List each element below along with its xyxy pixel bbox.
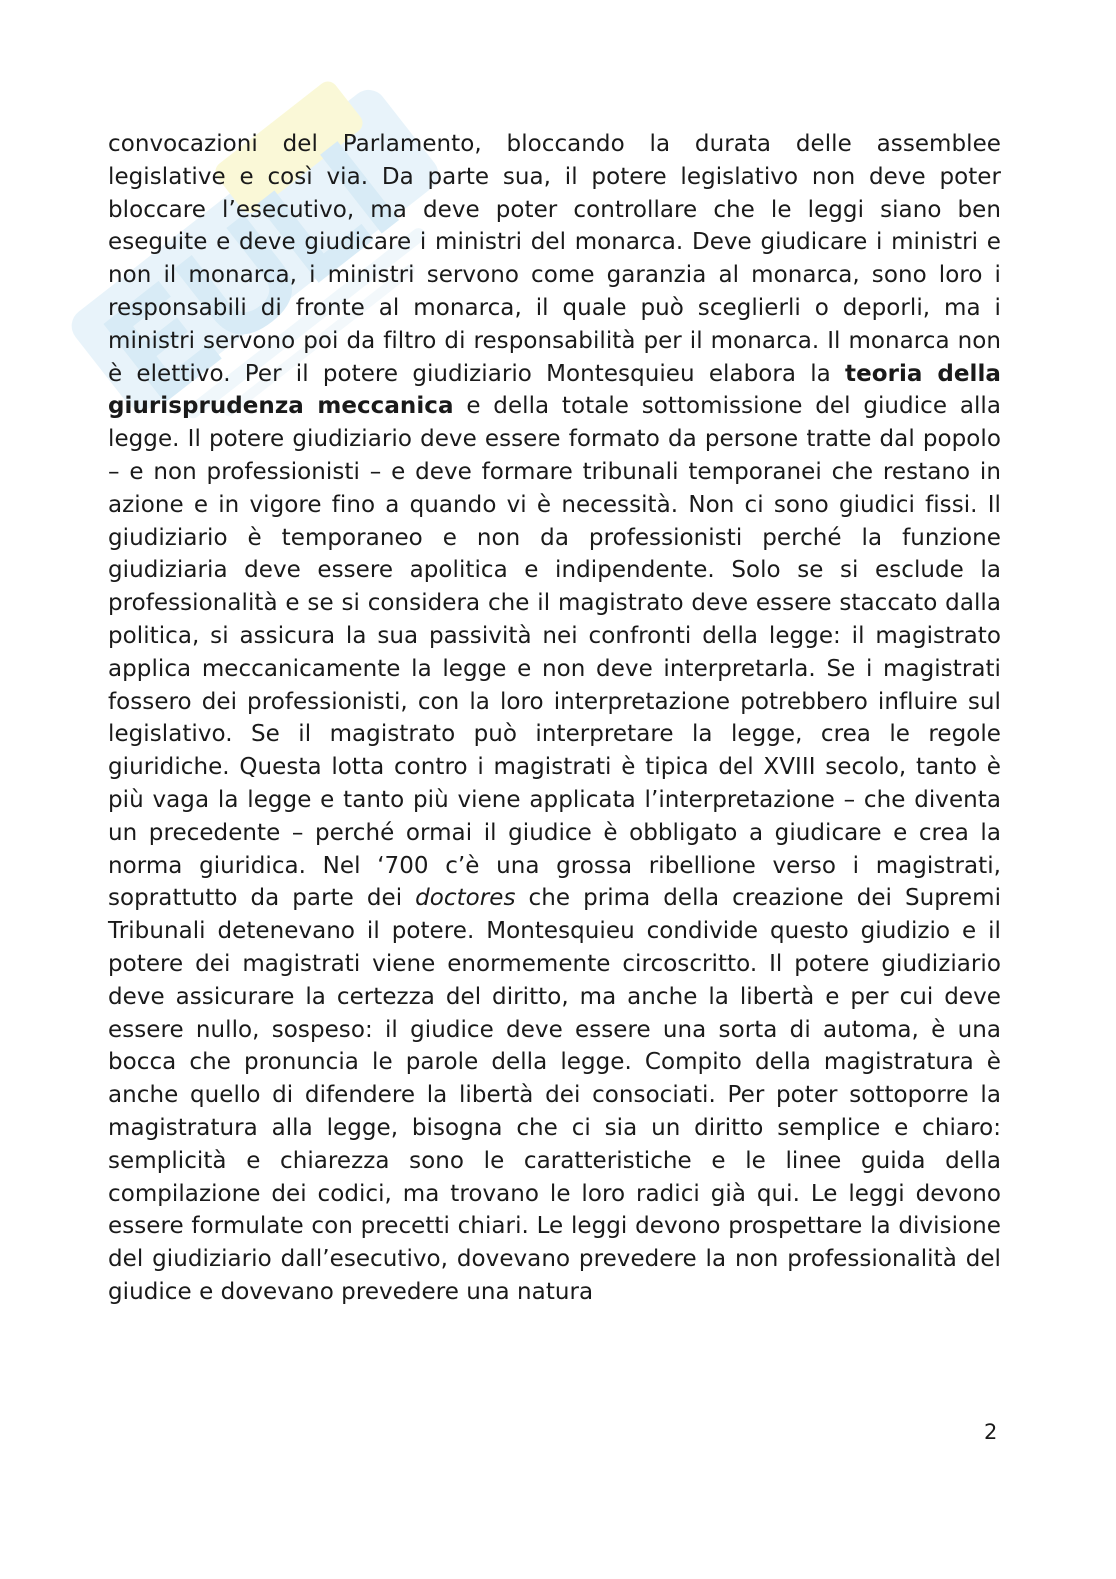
- page-number: 2: [984, 1420, 998, 1444]
- paragraph-text-part-3: che prima della creazione dei Supremi Tribunali detenevano il potere. Montesquieu condivide questo giudizio e il potere dei magistrati viene enormemente circoscritto. Il potere giudiziario deve assicurare la certezza del diritto, ma anche la libertà e per cui deve essere nullo, sospeso: il giudice deve essere una sorta di automa, è una bocca che pronuncia le parole della legge. Compito della magistratura è anche quello di difendere la libertà dei consociati. Per poter sottoporre la magistratura alla legge, bisogna che ci sia un diritto semplice e chiaro: semplicità e chiarezza sono le caratteristiche e le linee guida della compilazione dei codici, ma trovano le loro radici già qui. Le leggi devono essere formulate con precetti chiari. Le leggi devono prospettare la divisione del giudiziario dall’esecutivo, dovevano prevedere la non professionalità del giudice e dovevano prevedere una natura: [108, 885, 1002, 1305]
- paragraph-text-part-1: convocazioni del Parlamento, bloccando la durata delle assemblee legislative e così via. Da parte sua, il potere legislativo non deve poter bloccare l’esecutivo, ma deve poter controllare che le leggi siano ben eseguite e deve giudicare i ministri del monarca. Deve giudicare i ministri e non il monarca, i ministri servono come garanzia al monarca, sono loro i responsabili di fronte al monarca, il quale può sceglierli o deporli, ma i ministri servono poi da filtro di responsabilità per il monarca. Il monarca non è elettivo. Per il potere giudiziario Montesquieu elabora la: [108, 131, 1001, 387]
- paragraph-text-part-2: e della totale sottomissione del giudice alla legge. Il potere giudiziario deve essere formato da persone tratte dal popolo – e non professionisti – e deve formare tribunali temporanei che restano in azione e in vigore fino a quando vi è necessità. Non ci sono giudici fissi. Il giudiziario è temporaneo e non da professionisti perché la funzione giudiziaria deve essere apolitica e indipendente. Solo se si esclude la professionalità e se si considera che il magistrato deve essere staccato dalla politica, si assicura la sua passività nei confronti della legge: il magistrato applica meccanicamente la legge e non deve interpretarla. Se i magistrati fossero dei professionisti, con la loro interpretazione potrebbero influire sul legislativo. Se il magistrato può interpretare la legge, crea le regole giuridiche. Questa lotta contro i magistrati è tipica del XVIII secolo, tanto è più vaga la legge e tanto più viene applicata l’interpretazione – che diventa un precedente – perché ormai il giudice è obbligato a giudicare e crea la norma giuridica. Nel ‘700 c’è una grossa ribellione verso i magistrati, soprattutto da parte dei: [108, 393, 1001, 912]
- body-paragraph: [108, 128, 1001, 1309]
- bold-term: teoria della giurisprudenza meccanica: [108, 360, 1001, 420]
- italic-term: doctores: [415, 885, 516, 912]
